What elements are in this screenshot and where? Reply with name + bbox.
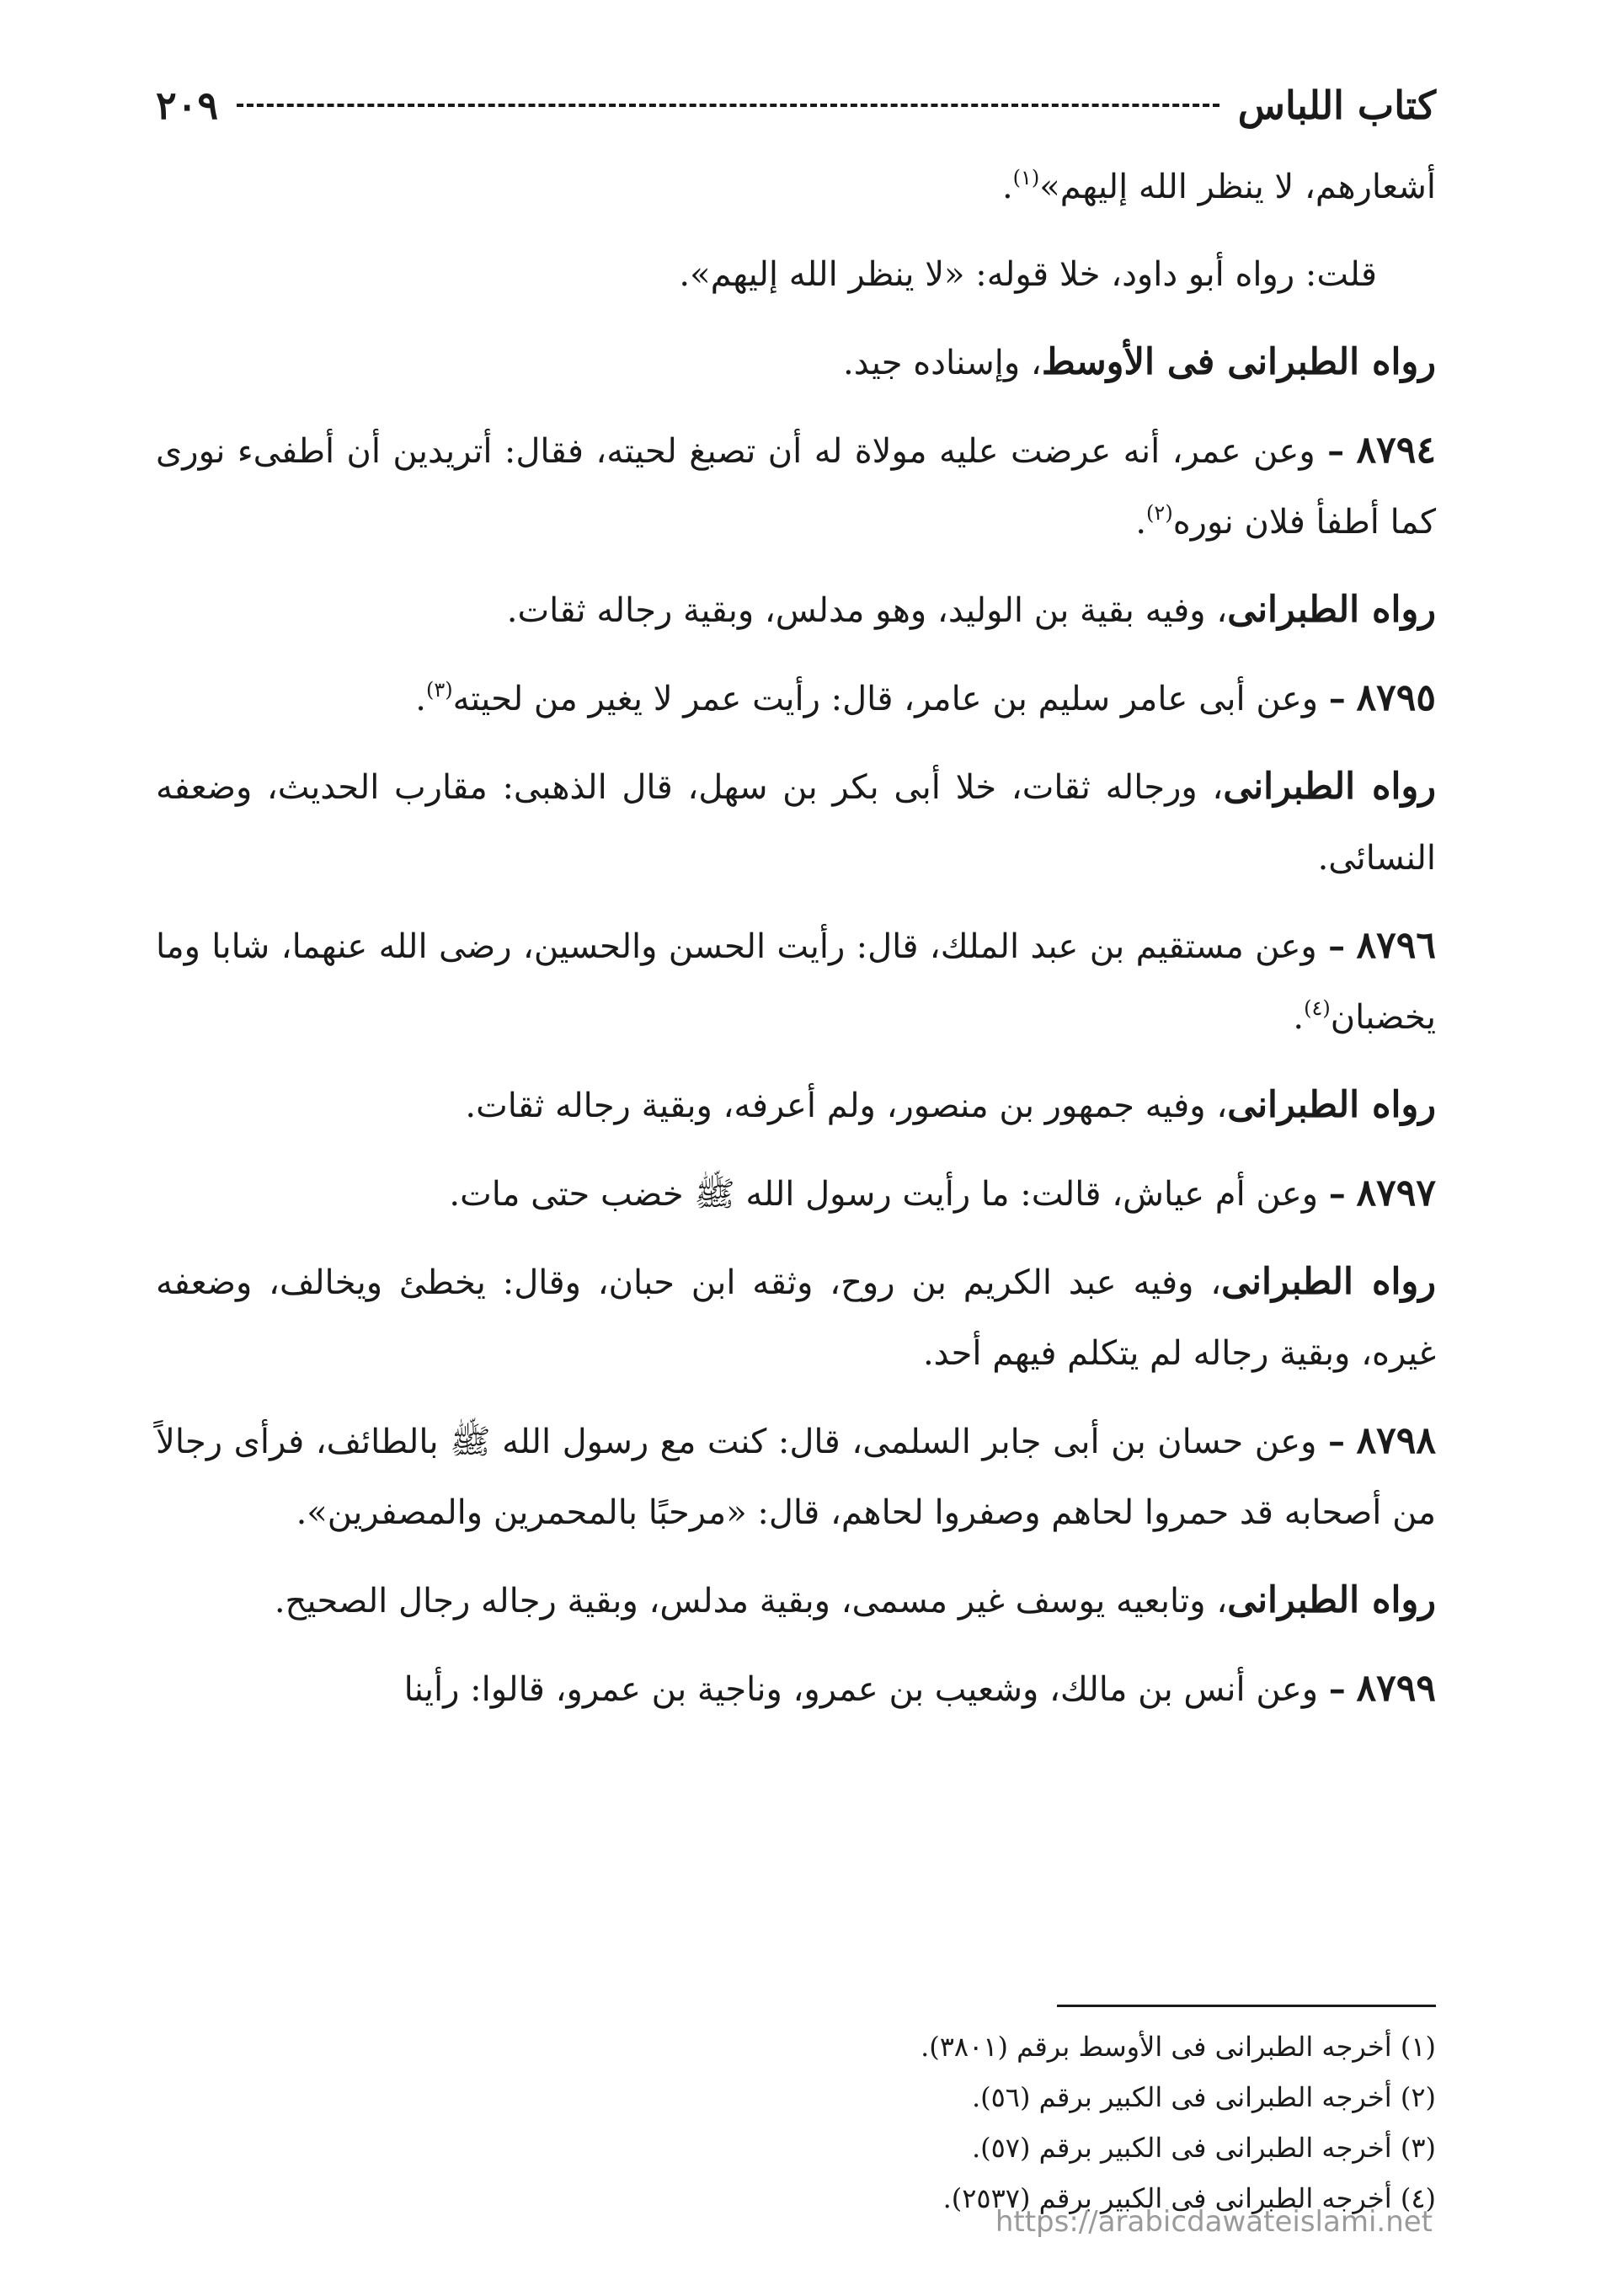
watermark-url: https://arabicdawateislami.net xyxy=(995,2205,1433,2239)
hadith-entry xyxy=(156,1406,1436,1548)
paragraph-text: ، وتابعيه يوسف غير مسمى، وبقية مدلس، وبقية رجاله رجال الصحيح. xyxy=(274,1582,1228,1621)
paragraph-text: وعن حسان بن أبى جابر السلمى، قال: كنت مع رسول الله ﷺ بالطائف، فرأى رجالاً من أصحابه قد حمروا لحاهم وصفروا لحاهم، قال: «مرحبًا بالمحمرين والمصفرين». xyxy=(156,1423,1436,1532)
footnote: (٣) أخرجه الطبرانى فى الكبير برقم (٥٧). xyxy=(971,2132,1436,2164)
source-attribution: رواه الطبرانى xyxy=(1227,589,1436,631)
source-attribution: رواه الطبرانى xyxy=(1227,1579,1436,1621)
dash: – xyxy=(1327,431,1345,471)
dash: – xyxy=(1328,926,1346,966)
dash: – xyxy=(1328,1174,1346,1214)
hadith-number: ٨٧٩٥ xyxy=(1356,676,1436,719)
paragraph xyxy=(156,1565,1436,1637)
footnote: (٤) أخرجه الطبرانى فى الكبير برقم (٢٥٣٧). xyxy=(942,2182,1436,2214)
paragraph-text: وعن عمر، أنه عرضت عليه مولاة له أن تصبغ لحيته، فقال: أتريدين أن أطفىء نورى كما أطفأ فلان نوره xyxy=(156,432,1436,542)
footnote-marker: (٤) xyxy=(1304,996,1331,1020)
hadith-entry xyxy=(156,910,1436,1053)
source-attribution: رواه الطبرانى فى الأوسط xyxy=(1041,341,1436,383)
paragraph-tail: . xyxy=(1001,168,1013,206)
source-attribution: رواه الطبرانى xyxy=(1227,1084,1436,1126)
paragraph-text: ، وإسناده جيد. xyxy=(843,344,1042,382)
source-attribution: رواه الطبرانى xyxy=(1223,766,1436,808)
hadith-entry xyxy=(156,1653,1436,1725)
hadith-entry xyxy=(156,663,1436,734)
paragraph xyxy=(156,152,1436,222)
hadith-entry xyxy=(156,1158,1436,1230)
hadith-number: ٨٧٩٩ xyxy=(1356,1667,1436,1710)
paragraph-text: قلت: رواه أبو داود، خلا قوله: «لا ينظر الله إليهم». xyxy=(679,255,1377,294)
footnote: (١) أخرجه الطبرانى فى الأوسط برقم (٣٨٠١). xyxy=(921,2031,1436,2063)
paragraph-text: أشعارهم، لا ينظر الله إليهم» xyxy=(1039,168,1436,206)
chapter-title: كتاب اللباس xyxy=(1237,83,1436,128)
paragraph-text: ، ورجاله ثقات، خلا أبى بكر بن سهل، قال الذهبى: مقارب الحديث، وضعفه النسائى. xyxy=(156,768,1436,878)
paragraph-text: ، وفيه عبد الكريم بن روح، وثقه ابن حبان، وقال: يخطئ ويخالف، وضعفه غيره، وبقية رجاله لم يتكلم فيهم أحد. xyxy=(156,1263,1436,1373)
paragraph-tail: . xyxy=(1293,998,1305,1037)
dash: – xyxy=(1328,1669,1346,1709)
paragraph xyxy=(156,751,1436,894)
hadith-entry xyxy=(156,415,1436,558)
hadith-number: ٨٧٩٨ xyxy=(1356,1419,1437,1462)
paragraph-text: وعن أنس بن مالك، وشعيب بن عمرو، وناجية بن عمرو، قالوا: رأينا xyxy=(403,1670,1319,1709)
hadith-number: ٨٧٩٦ xyxy=(1356,924,1436,967)
hadith-number: ٨٧٩٧ xyxy=(1356,1172,1436,1215)
paragraph-tail: . xyxy=(1135,503,1147,542)
page-number: ٢٠٩ xyxy=(156,83,219,128)
dash: – xyxy=(1328,679,1346,718)
paragraph xyxy=(156,1070,1436,1141)
footnote-marker: (٢) xyxy=(1146,501,1173,525)
paragraph-text: ، وفيه جمهور بن منصور، ولم أعرفه، وبقية رجاله ثقات. xyxy=(465,1087,1228,1125)
footnote: (٢) أخرجه الطبرانى فى الكبير برقم (٥٦). xyxy=(971,2081,1436,2113)
footnote-separator xyxy=(1057,2005,1436,2007)
source-attribution: رواه الطبرانى xyxy=(1221,1261,1436,1303)
running-header xyxy=(156,76,1436,135)
paragraph xyxy=(156,1247,1436,1389)
paragraph-text: وعن أبى عامر سليم بن عامر، قال: رأيت عمر لا يغير من لحيته xyxy=(452,680,1319,718)
dash: – xyxy=(1327,1422,1345,1461)
book-page xyxy=(156,59,1436,2266)
footnote-marker: (٣) xyxy=(425,678,453,702)
header-rule xyxy=(237,104,1219,107)
page-body xyxy=(156,152,1436,1742)
paragraph xyxy=(156,239,1436,310)
paragraph-text: وعن مستقيم بن عبد الملك، قال: رأيت الحسن والحسين، رضى الله عنهما، شابا وما يخضبان xyxy=(156,927,1436,1037)
paragraph-text: ، وفيه بقية بن الوليد، وهو مدلس، وبقية رجاله ثقات. xyxy=(506,591,1228,630)
hadith-number: ٨٧٩٤ xyxy=(1356,429,1437,472)
paragraph-tail: . xyxy=(415,680,426,718)
paragraph xyxy=(156,327,1436,398)
paragraph-text: وعن أم عياش، قالت: ما رأيت رسول الله ﷺ خضب حتى مات. xyxy=(449,1175,1319,1214)
paragraph xyxy=(156,574,1436,646)
footnote-marker: (١) xyxy=(1012,166,1040,190)
footnotes xyxy=(156,2021,1436,2224)
